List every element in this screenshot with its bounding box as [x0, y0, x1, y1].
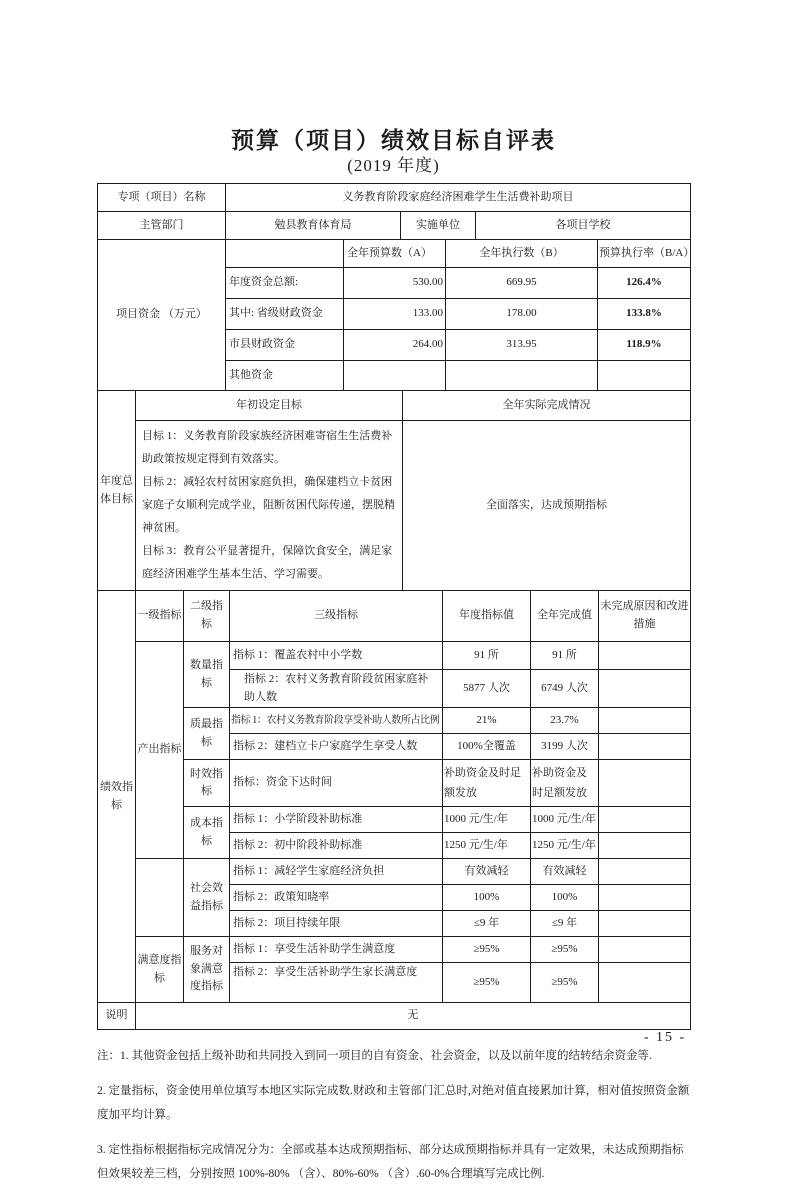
funding-budget-value	[344, 361, 446, 391]
perf-row	[98, 937, 691, 963]
perf-row	[98, 760, 691, 807]
funding-col-rate: 预算执行率（B/A）	[598, 240, 691, 268]
perf-indicator: 指标 1：享受生活补助学生满意度	[230, 937, 443, 963]
perf-reason-cell	[599, 911, 691, 937]
department-label: 主管部门	[98, 212, 226, 240]
perf-reason-cell	[599, 937, 691, 963]
perf-indicator: 指标 2：政策知晓率	[230, 885, 443, 911]
perf-header-level3: 三级指标	[230, 591, 443, 642]
table-row	[98, 391, 691, 421]
perf-target-value: 100%	[443, 885, 531, 911]
perf-indicator: 指标 2：农村义务教育阶段贫困家庭补助人数	[230, 670, 443, 708]
perf-reason-cell	[599, 833, 691, 859]
funding-table	[97, 239, 695, 391]
perf-level2-timeliness: 时效指标	[184, 760, 230, 807]
remark-table	[97, 1002, 691, 1030]
table-row	[98, 184, 691, 212]
perf-header-level1: 一级指标	[136, 591, 184, 642]
perf-level1-satisfaction: 满意度指标	[136, 937, 184, 1003]
perf-indicator: 指标 1：小学阶段补助标准	[230, 807, 443, 833]
perf-actual-value: 23.7%	[531, 708, 599, 734]
funding-budget-value: 264.00	[344, 330, 446, 361]
project-name-label: 专项（项目）名称	[98, 184, 226, 212]
note-item: 注：1. 其他资金包括上级补助和共同投入到同一项目的自有资金、社会资金，以及以前年度的结转结余资金等.	[97, 1050, 652, 1063]
goal-item: 目标 3：教育公平显著提升，保障饮食安全，满足家庭经济困难学生基本生活、学习需要。	[142, 545, 393, 580]
remark-label: 说明	[98, 1003, 136, 1030]
perf-header-reason: 未完成原因和改进措施	[599, 591, 691, 642]
perf-target-value: 100%全覆盖	[443, 734, 531, 760]
perf-row	[98, 859, 691, 885]
funding-budget-value: 133.00	[344, 299, 446, 330]
perf-indicator: 指标：资金下达时间	[230, 760, 443, 807]
perf-header-level2: 二级指标	[184, 591, 230, 642]
table-row	[98, 212, 691, 240]
funding-section-label: 项目资金 （万元）	[98, 240, 226, 391]
perf-reason-cell	[599, 963, 691, 1003]
funding-rate-value: 118.9%	[598, 330, 691, 361]
page-title: 预算（项目）绩效目标自评表	[231, 128, 556, 153]
perf-reason-cell	[599, 734, 691, 760]
perf-reason-cell	[599, 670, 691, 708]
funding-col-executed: 全年执行数（B）	[446, 240, 598, 268]
funding-row-label: 其中: 省级财政资金	[226, 299, 344, 330]
perf-header-target: 年度指标值	[443, 591, 531, 642]
info-table	[97, 183, 691, 240]
perf-level2-service-satisfaction: 服务对象满意度指标	[184, 937, 230, 1003]
perf-reason-cell	[599, 760, 691, 807]
funding-row-label: 市县财政资金	[226, 330, 344, 361]
perf-reason-cell	[599, 885, 691, 911]
table-row	[98, 421, 691, 591]
perf-level2-quality: 质最指标	[184, 708, 230, 760]
perf-target-value: 补助资金及时足额发放	[443, 760, 531, 807]
page-subtitle: (2019 年度)	[347, 156, 440, 175]
funding-executed-value: 669.95	[446, 268, 598, 299]
perf-target-value: ≤9 年	[443, 911, 531, 937]
annual-goals-table	[97, 390, 691, 591]
perf-indicator: 指标 1：农村义务教育阶段享受补助人数所占比例	[230, 708, 443, 734]
funding-row-label: 其他资金	[226, 361, 344, 391]
perf-indicator: 指标 2：项目持续年限	[230, 911, 443, 937]
perf-reason-cell	[599, 642, 691, 670]
table-row	[98, 1003, 691, 1030]
funding-executed-value: 313.95	[446, 330, 598, 361]
perf-reason-cell	[599, 708, 691, 734]
perf-actual-value: 3199 人次	[531, 734, 599, 760]
perf-actual-value: ≥95%	[531, 963, 599, 1003]
perf-actual-value: ≥95%	[531, 937, 599, 963]
goal-item: 目标 1：义务教育阶段家族经济困难寄宿生生活费补助政策按规定得到有效落实。	[142, 430, 393, 465]
table-row	[98, 240, 691, 268]
perf-target-value: 5877 人次	[443, 670, 531, 708]
page-number: - 15 -	[643, 1030, 687, 1045]
perf-target-value: 21%	[443, 708, 531, 734]
funding-rate-value	[598, 361, 691, 391]
funding-empty-cell	[226, 240, 344, 268]
perf-actual-value: 91 所	[531, 642, 599, 670]
perf-indicator: 指标 1：覆盖农村中小学数	[230, 642, 443, 670]
perf-actual-value: 100%	[531, 885, 599, 911]
funding-rate-value: 133.8%	[598, 299, 691, 330]
table-row	[98, 591, 691, 642]
perf-actual-value: 6749 人次	[531, 670, 599, 708]
perf-actual-value: ≤9 年	[531, 911, 599, 937]
funding-row-label: 年度资金总额:	[226, 268, 344, 299]
goal-item: 目标 2：减轻农村贫困家庭负担，确保建档立卡贫困家庭子女顺利完成学业，阻断贫困代际传递，摆脱精神贫困。	[142, 476, 395, 534]
project-name-value: 义务教育阶段家庭经济困难学生生活费补助项目	[226, 184, 691, 212]
goals-cell	[136, 421, 403, 591]
note-item: 3. 定性指标根据指标完成情况分为：全部或基本达成预期指标、部分达成预期指标并具有一定效果，未达成预期指标 但效果较差三档，分别按照 100%-80% （含）、80%-60% （含）.60-0%合理填写完成比例.	[97, 1144, 684, 1181]
perf-target-value: ≥95%	[443, 937, 531, 963]
department-value: 勉县教育体育局	[226, 212, 401, 240]
perf-header-actual: 全年完成值	[531, 591, 599, 642]
perf-level2-social-benefit: 社会效益指标	[184, 859, 230, 937]
perf-actual-value: 1000 元/生/年	[531, 807, 599, 833]
funding-executed-value: 178.00	[446, 299, 598, 330]
perf-target-value: ≥95%	[443, 963, 531, 1003]
perf-level2-cost: 成本指标	[184, 807, 230, 859]
funding-rate-value: 126.4%	[598, 268, 691, 299]
perf-reason-cell	[599, 859, 691, 885]
perf-indicator: 指标 2：建档立卡户家庭学生享受人数	[230, 734, 443, 760]
perf-target-value: 1000 元/生/年	[443, 807, 531, 833]
perf-actual-value: 有效减轻	[531, 859, 599, 885]
perf-actual-value: 补助资金及时足额发放	[531, 760, 599, 807]
perf-target-value: 91 所	[443, 642, 531, 670]
goals-actual-value: 全面落实，达成预期指标	[403, 421, 691, 591]
goals-col-actual: 全年实际完成情况	[403, 391, 691, 421]
implement-unit-label: 实施单位	[401, 212, 476, 240]
perf-indicator: 指标 1：减轻学生家庭经济负担	[230, 859, 443, 885]
perf-indicator: 指标 2：初中阶段补助标准	[230, 833, 443, 859]
funding-col-budget: 全年预算数（A）	[344, 240, 446, 268]
perf-reason-cell	[599, 807, 691, 833]
perf-row	[98, 708, 691, 734]
funding-executed-value	[446, 361, 598, 391]
performance-table	[97, 590, 691, 1003]
goals-col-set: 年初设定目标	[136, 391, 403, 421]
remark-value: 无	[136, 1003, 691, 1030]
note-item: 2. 定量指标，资金使用单位填写本地区实际完成数.财政和主管部门汇总时,对绝对值直接累加计算，相对值按照资金额度加平均计算。	[97, 1085, 690, 1122]
perf-level1-empty	[136, 859, 184, 937]
perf-row	[98, 807, 691, 833]
perf-row	[98, 642, 691, 670]
perf-level2-quantity: 数量指标	[184, 642, 230, 708]
annual-goals-section-label: 年度总体目标	[98, 391, 136, 591]
perf-actual-value: 1250 元/生/年	[531, 833, 599, 859]
performance-section-label: 绩效指标	[98, 591, 136, 1003]
perf-target-value: 有效减轻	[443, 859, 531, 885]
footnotes	[97, 1044, 697, 1186]
implement-unit-value: 各项目学校	[476, 212, 691, 240]
perf-indicator: 指标 2：享受生活补助学生家长满意度	[230, 963, 443, 1003]
perf-level1-output: 产出指标	[136, 642, 184, 859]
funding-budget-value: 530.00	[344, 268, 446, 299]
perf-target-value: 1250 元/生/年	[443, 833, 531, 859]
